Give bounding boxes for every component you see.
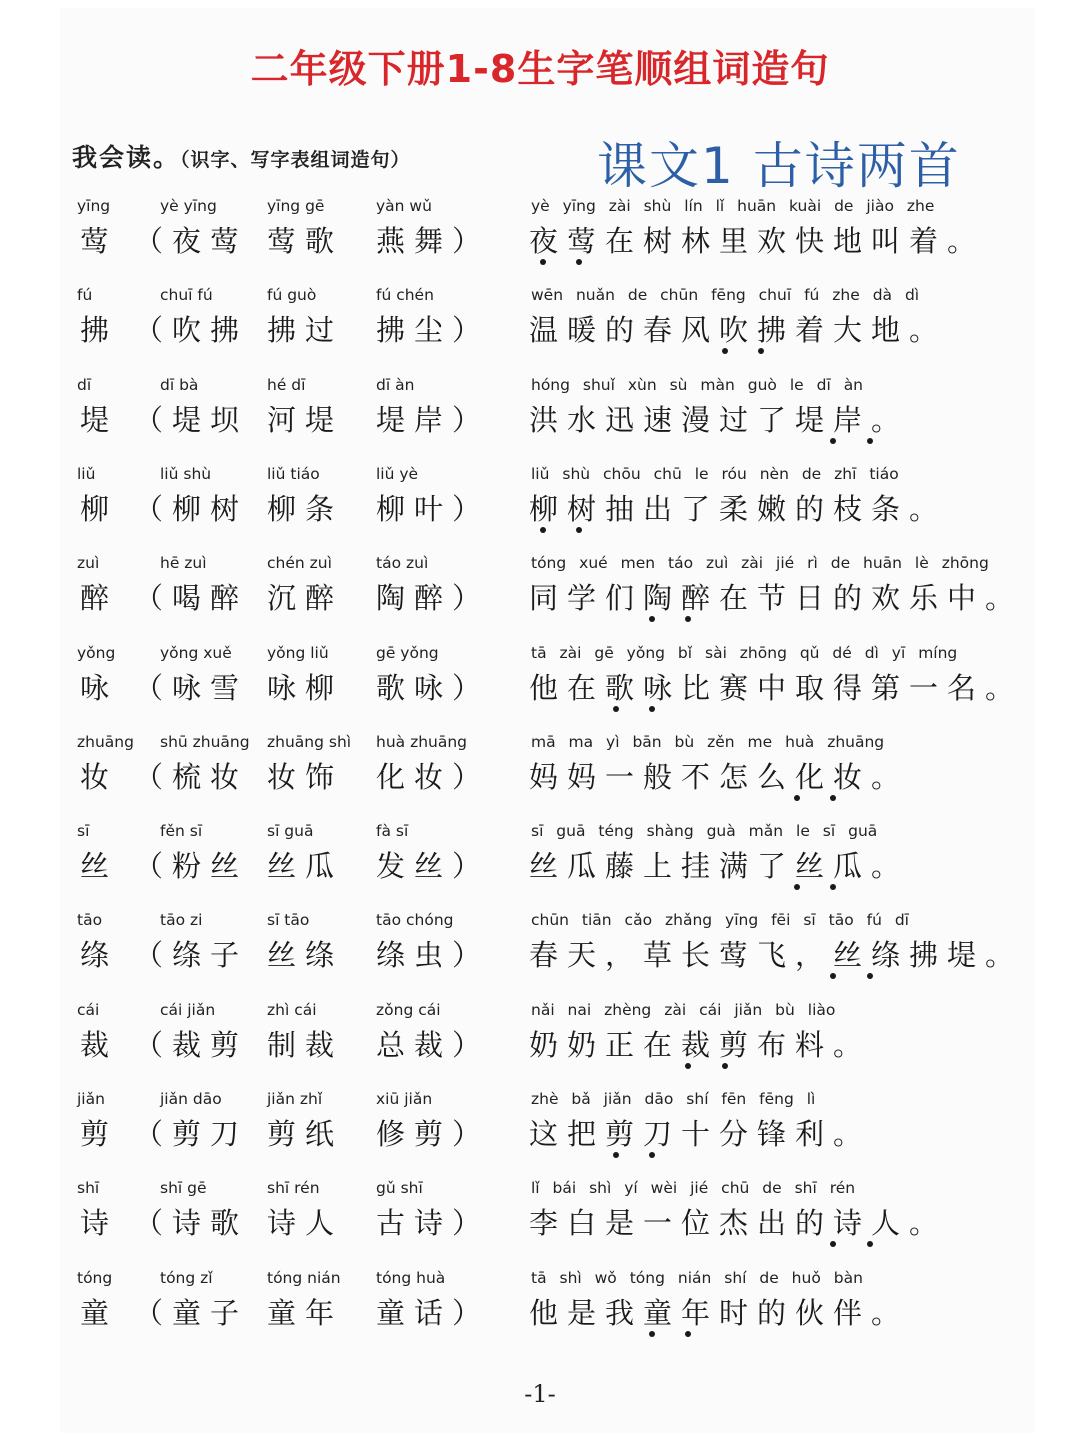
compound-word: （裁剪	[134, 1027, 249, 1062]
example-sentence: 他在歌咏比赛中取得第一名。	[529, 670, 1024, 705]
compound-word: （堤坝	[134, 402, 249, 437]
compound-word: 咏柳	[267, 670, 344, 705]
char-pinyin: tāo	[77, 911, 103, 930]
example-sentence: 洪水迅速漫过了堤岸。	[529, 402, 910, 437]
target-character: 醉	[80, 581, 119, 616]
instruction-heading	[72, 138, 411, 174]
page-title: 二年级下册1-8生字笔顺组词造句	[250, 47, 830, 91]
example-sentence: 春天，草长莺飞，丝绦拂堤。	[529, 938, 1024, 973]
word-pinyin: hē zuì	[160, 554, 207, 573]
vocab-row	[0, 554, 1080, 643]
vocab-row	[0, 1090, 1080, 1179]
target-character: 丝	[80, 849, 119, 884]
emphasis-dot	[649, 1331, 655, 1337]
vocab-row	[0, 376, 1080, 465]
sentence-pinyin: liǔ shù chōu chū le róu nèn de zhī tiáo	[531, 464, 899, 483]
emphasis-dot	[867, 973, 873, 979]
word-pinyin: tāo zi	[160, 911, 203, 930]
word-pinyin: tóng huà	[376, 1268, 446, 1287]
word-pinyin: chuī fú	[160, 286, 213, 305]
char-pinyin: sī	[77, 822, 90, 841]
word-pinyin: yǒng xuě	[160, 643, 232, 662]
emphasis-dot	[613, 1152, 619, 1158]
target-character: 绦	[80, 938, 119, 973]
word-pinyin: yǒng liǔ	[267, 643, 329, 662]
emphasis-dot	[685, 1063, 691, 1069]
compound-word: （童子	[134, 1295, 249, 1330]
emphasis-dot	[830, 1241, 836, 1247]
sentence-pinyin: hóng shuǐ xùn sù màn guò le dī àn	[531, 375, 864, 394]
vocab-row	[0, 733, 1080, 822]
sentence-pinyin: mā ma yì bān bù zěn me huà zhuāng	[531, 732, 885, 751]
compound-word: （剪刀	[134, 1117, 249, 1151]
sentence-pinyin: tā shì wǒ tóng nián shí de huǒ bàn	[531, 1268, 863, 1287]
word-pinyin: zhì cái	[267, 1000, 317, 1019]
target-character: 拂	[80, 313, 119, 348]
char-pinyin: zhuāng	[77, 732, 134, 751]
emphasis-dot	[649, 706, 655, 712]
word-pinyin: fěn sī	[160, 822, 203, 841]
sentence-pinyin: tā zài gē yǒng bǐ sài zhōng qǔ dé dì yī míng	[531, 643, 958, 662]
word-pinyin: liǔ yè	[376, 464, 419, 483]
example-sentence: 温暖的春风吹拂着大地。	[529, 313, 948, 348]
example-sentence: 妈妈一般不怎么化妆。	[529, 759, 910, 794]
example-sentence: 这把剪刀十分锋利。	[529, 1117, 872, 1151]
example-sentence: 李白是一位杰出的诗人。	[529, 1206, 948, 1241]
target-character: 剪	[80, 1117, 119, 1151]
vocab-row	[0, 644, 1080, 733]
word-pinyin: sī guā	[267, 822, 314, 841]
word-pinyin: táo zuì	[376, 554, 429, 573]
sentence-pinyin: sī guā téng shàng guà mǎn le sī guā	[531, 822, 878, 841]
compound-word: 歌咏）	[376, 670, 491, 705]
word-pinyin: fú guò	[267, 286, 317, 305]
vocab-row	[0, 197, 1080, 286]
example-sentence: 丝瓜藤上挂满了丝瓜。	[529, 849, 910, 884]
example-sentence: 夜莺在树林里欢快地叫着。	[529, 224, 986, 258]
word-pinyin: huà zhuāng	[376, 732, 468, 751]
word-pinyin: fà sī	[376, 822, 409, 841]
compound-word: 柳条	[267, 491, 344, 526]
compound-word: 绦虫）	[376, 938, 491, 973]
compound-word: （吹拂	[134, 313, 249, 348]
emphasis-dot	[540, 527, 546, 533]
target-character: 咏	[80, 670, 119, 705]
sentence-pinyin: nǎi nai zhèng zài cái jiǎn bù liào	[531, 1000, 836, 1019]
sentence-pinyin: tóng xué men táo zuì zài jié rì de huān lè zhōng	[531, 554, 989, 573]
word-pinyin: gǔ shī	[376, 1179, 423, 1198]
emphasis-dot	[830, 795, 836, 801]
lesson-title: 课文1 古诗两首	[597, 137, 961, 195]
emphasis-dot	[649, 616, 655, 622]
char-pinyin: cái	[77, 1000, 100, 1019]
compound-word: 沉醉	[267, 581, 344, 616]
compound-word: 诗人	[267, 1206, 344, 1241]
compound-word: （柳树	[134, 491, 249, 526]
emphasis-dot	[722, 1063, 728, 1069]
compound-word: 柳叶）	[376, 491, 491, 526]
char-pinyin: shī	[77, 1179, 100, 1198]
compound-word: 陶醉）	[376, 581, 491, 616]
compound-word: （诗歌	[134, 1206, 249, 1241]
target-character: 柳	[80, 491, 119, 526]
word-pinyin: sī tāo	[267, 911, 310, 930]
word-pinyin: tāo chóng	[376, 911, 454, 930]
compound-word: 童年	[267, 1295, 344, 1330]
compound-word: 化妆）	[376, 759, 491, 794]
vocab-row	[0, 822, 1080, 911]
emphasis-dot	[722, 348, 728, 354]
word-pinyin: shū zhuāng	[160, 732, 250, 751]
target-character: 莺	[80, 224, 119, 258]
sentence-pinyin: wēn nuǎn de chūn fēng chuī fú zhe dà dì	[531, 286, 920, 305]
compound-word: 总裁）	[376, 1027, 491, 1062]
emphasis-dot	[758, 348, 764, 354]
char-pinyin: yīng	[77, 197, 111, 215]
compound-word: 莺歌	[267, 224, 344, 258]
example-sentence: 奶奶正在裁剪布料。	[529, 1027, 872, 1062]
example-sentence: 他是我童年时的伙伴。	[529, 1295, 910, 1330]
vocab-row	[0, 1269, 1080, 1358]
word-pinyin: yè yīng	[160, 197, 217, 215]
example-sentence: 柳树抽出了柔嫩的枝条。	[529, 491, 948, 526]
compound-word: （粉丝	[134, 849, 249, 884]
emphasis-dot	[576, 527, 582, 533]
emphasis-dot	[794, 884, 800, 890]
sentence-pinyin: lǐ bái shì yí wèi jié chū de shī rén	[531, 1179, 856, 1198]
char-pinyin: jiǎn	[77, 1090, 105, 1108]
compound-word: 丝瓜	[267, 849, 344, 884]
word-pinyin: liǔ tiáo	[267, 464, 320, 483]
compound-word: 燕舞）	[376, 224, 491, 258]
word-pinyin: yàn wǔ	[376, 197, 432, 215]
sentence-pinyin: zhè bǎ jiǎn dāo shí fēn fēng lì	[531, 1090, 816, 1108]
vocab-row	[0, 465, 1080, 554]
word-pinyin: zǒng cái	[376, 1000, 441, 1019]
compound-word: 拂尘）	[376, 313, 491, 348]
target-character: 堤	[80, 402, 119, 437]
emphasis-dot	[576, 259, 582, 265]
page-number: -1-	[524, 1380, 556, 1408]
compound-word: （咏雪	[134, 670, 249, 705]
word-pinyin: tóng zǐ	[160, 1268, 213, 1287]
compound-word: 妆饰	[267, 759, 344, 794]
char-pinyin: zuì	[77, 554, 100, 573]
compound-word: （绦子	[134, 938, 249, 973]
word-pinyin: fú chén	[376, 286, 434, 305]
word-pinyin: chén zuì	[267, 554, 332, 573]
target-character: 妆	[80, 759, 119, 794]
emphasis-dot	[867, 438, 873, 444]
emphasis-dot	[830, 973, 836, 979]
word-pinyin: yīng gē	[267, 197, 325, 215]
char-pinyin: dī	[77, 375, 92, 394]
char-pinyin: fú	[77, 286, 93, 305]
compound-word: 发丝）	[376, 849, 491, 884]
target-character: 裁	[80, 1027, 119, 1062]
compound-word: 河堤	[267, 402, 344, 437]
vocab-row	[0, 1179, 1080, 1268]
compound-word: （夜莺	[134, 224, 249, 258]
char-pinyin: tóng	[77, 1268, 113, 1287]
word-pinyin: liǔ shù	[160, 464, 212, 483]
compound-word: 拂过	[267, 313, 344, 348]
compound-word: 堤岸）	[376, 402, 491, 437]
word-pinyin: dī àn	[376, 375, 415, 394]
emphasis-dot	[830, 884, 836, 890]
target-character: 诗	[80, 1206, 119, 1241]
word-pinyin: cái jiǎn	[160, 1000, 216, 1019]
word-pinyin: gē yǒng	[376, 643, 439, 662]
compound-word: 古诗）	[376, 1206, 491, 1241]
compound-word: 剪纸	[267, 1117, 344, 1151]
emphasis-dot	[540, 259, 546, 265]
emphasis-dot	[685, 1331, 691, 1337]
word-pinyin: shī rén	[267, 1179, 320, 1198]
sentence-pinyin: yè yīng zài shù lín lǐ huān kuài de jiào zhe	[531, 197, 935, 215]
compound-word: （梳妆	[134, 759, 249, 794]
compound-word: 修剪）	[376, 1117, 491, 1151]
emphasis-dot	[794, 795, 800, 801]
vocab-row	[0, 911, 1080, 1000]
compound-word: 制裁	[267, 1027, 344, 1062]
word-pinyin: xiū jiǎn	[376, 1090, 433, 1108]
example-sentence: 同学们陶醉在节日的欢乐中。	[529, 581, 1024, 616]
vocab-row	[0, 1001, 1080, 1090]
target-character: 童	[80, 1295, 119, 1330]
word-pinyin: hé dī	[267, 375, 306, 394]
emphasis-dot	[649, 1152, 655, 1158]
word-pinyin: tóng nián	[267, 1268, 341, 1287]
emphasis-dot	[613, 706, 619, 712]
word-pinyin: shī gē	[160, 1179, 207, 1198]
char-pinyin: liǔ	[77, 464, 96, 483]
compound-word: （喝醉	[134, 581, 249, 616]
word-pinyin: zhuāng shì	[267, 732, 352, 751]
compound-word: 丝绦	[267, 938, 344, 973]
char-pinyin: yǒng	[77, 643, 116, 662]
emphasis-dot	[830, 438, 836, 444]
emphasis-dot	[867, 1241, 873, 1247]
word-pinyin: jiǎn dāo	[160, 1090, 222, 1108]
sentence-pinyin: chūn tiān cǎo zhǎng yīng fēi sī tāo fú dī	[531, 911, 909, 930]
compound-word: 童话）	[376, 1295, 491, 1330]
word-pinyin: dī bà	[160, 375, 199, 394]
word-pinyin: jiǎn zhǐ	[267, 1090, 323, 1108]
instruction-sub: （识字、写字表组词造句）	[180, 149, 411, 171]
vocab-row	[0, 286, 1080, 375]
emphasis-dot	[685, 616, 691, 622]
instruction-main: 我会读。	[72, 143, 181, 172]
